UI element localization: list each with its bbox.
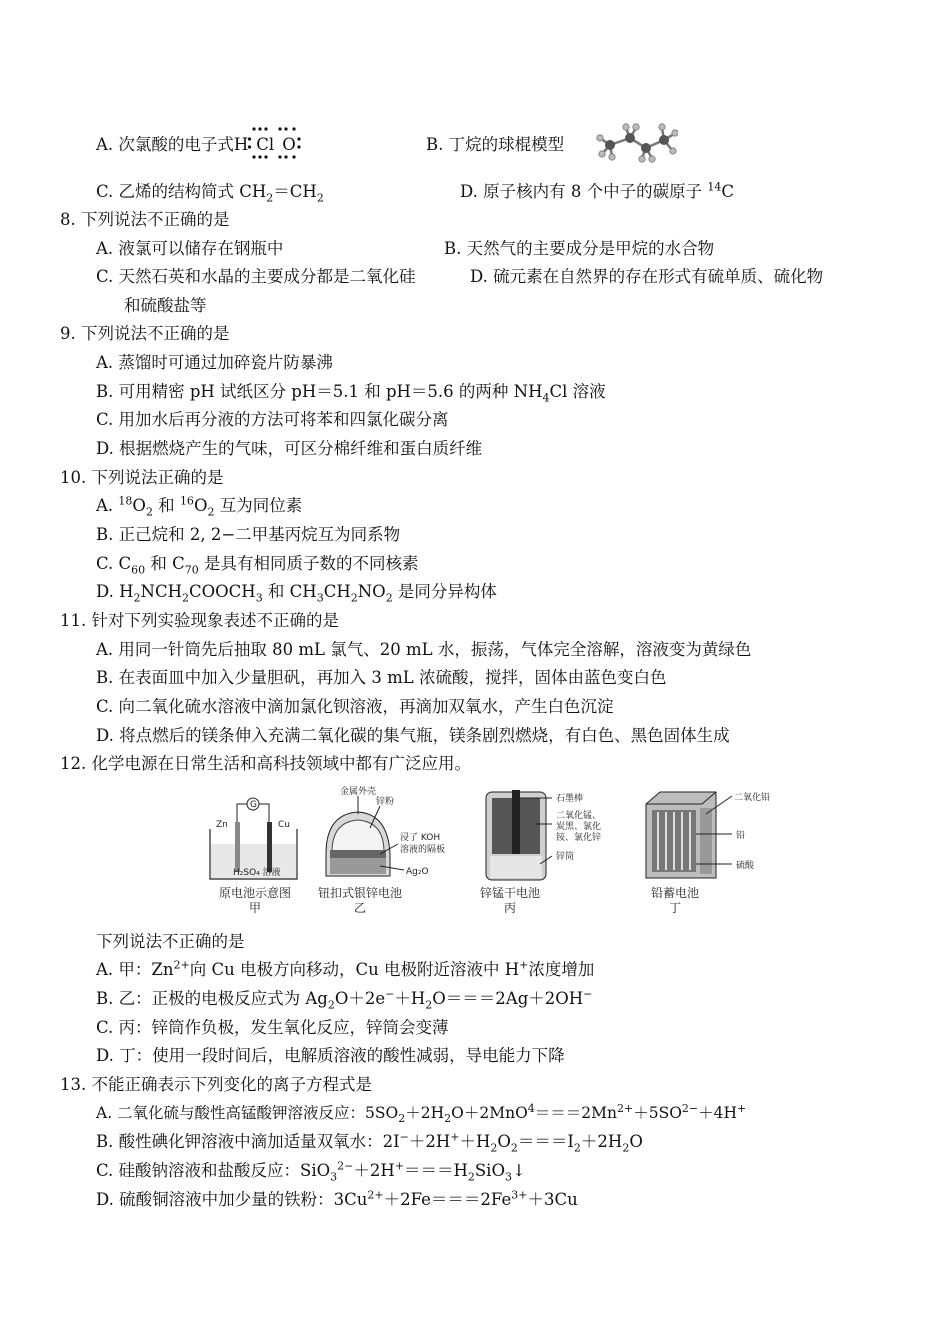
q12-b-t2: ＋H [394, 989, 426, 1008]
q10-d-s2: 2 [181, 591, 189, 605]
q12-option-d: D. 丁：使用一段时间后，电解质溶液的酸性减弱，导电能力下降 [96, 1046, 565, 1065]
q10-option-b: B. 正己烷和 2, 2−二甲基丙烷互为同系物 [96, 525, 401, 544]
carbon-black-label: 炭黑、氯化 [556, 822, 602, 832]
q10-d-t5: NO [357, 582, 386, 601]
zn-label: Zn [216, 820, 228, 830]
lead-label: 铅 [736, 831, 746, 841]
q9-b-sub: 4 [542, 391, 550, 405]
q11-option-d: D. 将点燃后的镁条伸入充满二氧化碳的集气瓶，镁条剧烈燃烧，有白色、黑色固体生成 [96, 726, 730, 745]
q7-option-a [96, 134, 296, 156]
nh4cl-label: 铵、氯化锌 [556, 833, 602, 843]
q13-b-t2: ＋H [459, 1132, 491, 1151]
cu-label: Cu [278, 820, 290, 830]
q12-b-sup1: − [385, 987, 395, 1001]
q13-d-sup1: 2+ [367, 1188, 384, 1202]
q13-b-t5: ＋2H [580, 1132, 623, 1151]
q13-b-sup2: + [450, 1130, 460, 1144]
q10-d-t2: COOCH [188, 582, 256, 601]
q13-b-t1: ＋2H [408, 1132, 451, 1151]
q11-option-a: A. 用同一针筒先后抽取 80 mL 氯气、20 mL 水，振荡，气体完全溶解，溶液变为黄绿色 [96, 640, 752, 659]
fig-ding-caption [635, 886, 715, 916]
q12-a-sup2: + [519, 958, 529, 972]
q9-option-d: D. 根据燃烧产生的气味，可区分棉纤维和蛋白质纤维 [96, 439, 483, 458]
q13-d-pre: D. 硫酸铜溶液中加少量的铁粉：3Cu [96, 1190, 368, 1209]
q10-d-t1: NCH [140, 582, 182, 601]
q11-stem: 11. 针对下列实验现象表述不正确的是 [60, 611, 339, 630]
q13-option-b [96, 1131, 643, 1153]
q10-option-c [96, 553, 419, 575]
q10-d-s5: 2 [350, 591, 358, 605]
q10-a-t2: 和 [152, 496, 180, 515]
q13-c-t4: ↓ [511, 1161, 526, 1180]
koh-label: 浸了 KOH [400, 833, 441, 843]
q11-option-c: C. 向二氧化硫水溶液中滴加氯化钡溶液，再滴加双氧水，产生白色沉淀 [96, 697, 614, 716]
q12-stem: 12. 化学电源在日常生活和高科技领域中都有广泛应用。 [60, 754, 471, 773]
q7-c-sub-1: 2 [266, 191, 274, 205]
q13-a-sup4: + [737, 1101, 747, 1115]
zinc-powder-label: 锌粉 [376, 797, 395, 807]
q12-option-c: C. 丙：锌筒作负极，发生氧化反应，锌筒会变薄 [96, 1018, 449, 1037]
q7-d-post: C [721, 182, 734, 201]
q12-b-t3: O＝＝＝2Ag＋2OH [432, 989, 584, 1008]
q13-c-pre: C. 硅酸钠溶液和盐酸反应：SiO [96, 1161, 331, 1180]
q8-option-c: C. 天然石英和水晶的主要成分都是二氧化硅 [96, 267, 416, 286]
fig-ding-caption-text: 铅蓄电池 [650, 886, 699, 900]
zinc-manganese-cell-diagram [480, 784, 635, 889]
q12-option-a [96, 959, 594, 981]
q13-a-sup3: 2− [681, 1101, 699, 1115]
q11-option-b: B. 在表面皿中加入少量胆矾，再加入 3 mL 浓硫酸，搅拌，固体由蓝色变白色 [96, 668, 667, 687]
fig-bing-caption [465, 886, 555, 916]
q13-b-t6: O [629, 1132, 643, 1151]
metal-shell-label: 金属外壳 [340, 787, 377, 797]
q12-a-sup: 2+ [173, 958, 190, 972]
q9-option-b [96, 381, 606, 403]
q10-a-sub1: 2 [145, 505, 153, 519]
q10-d-s1: 2 [133, 591, 141, 605]
q13-option-a [96, 1102, 746, 1124]
q12-b-s2: 2 [425, 998, 433, 1012]
q10-d-t4: CH [323, 582, 351, 601]
q13-c-sup2: + [394, 1159, 404, 1173]
mno2-label: 二氧化锰、 [556, 811, 602, 821]
hclo-electron-formula [234, 134, 296, 156]
q13-a-pre: A. 二氧化硫与酸性高锰酸钾溶液反应：5SO [96, 1104, 399, 1122]
q10-c-sub2: 70 [184, 563, 199, 577]
q9-option-a: A. 蒸馏时可通过加碎瓷片防暴沸 [96, 353, 333, 372]
fig-yi-caption [310, 886, 410, 916]
q13-stem: 13. 不能正确表示下列变化的离子方程式是 [60, 1075, 372, 1094]
q13-c-t2: ＝＝＝H [403, 1161, 468, 1180]
fig-jia-label: 甲 [248, 901, 261, 915]
q9-b-post: Cl 溶液 [549, 382, 606, 401]
sulfuric-acid-label: 硫酸 [736, 861, 755, 871]
fig-yi-caption-text: 钮扣式银锌电池 [317, 886, 402, 900]
q13-c-s3: 3 [504, 1170, 512, 1184]
galvanometer-label: G [250, 800, 257, 810]
q13-b-s4: 2 [622, 1141, 630, 1155]
fig-jia-caption-text: 原电池示意图 [218, 886, 291, 900]
q12-a-mid: 向 Cu 电极方向移动，Cu 电极附近溶液中 H [189, 960, 520, 979]
separator-label: 溶液的隔板 [400, 845, 446, 855]
q13-a-sup1: 4 [527, 1101, 535, 1115]
q13-a-s2: 2 [444, 1112, 452, 1126]
q13-a-t5: ＋4H [698, 1104, 738, 1122]
q7-option-d [460, 181, 734, 203]
q7-option-a-text: A. 次氯酸的电子式 [96, 135, 234, 154]
q8-stem: 8. 下列说法不正确的是 [60, 210, 230, 229]
electron-dots-icon [248, 127, 304, 163]
lead-acid-battery-diagram [640, 784, 770, 889]
q10-d-s3: 3 [255, 591, 263, 605]
q7-d-sup: 14 [707, 180, 722, 194]
q12-b-pre: B. 乙：正极的电极反应式为 Ag [96, 989, 328, 1008]
battery-figures [200, 784, 770, 924]
q8-option-b: B. 天然气的主要成分是甲烷的水合物 [444, 239, 715, 258]
q13-b-sup1: − [399, 1130, 409, 1144]
q13-b-t4: ＝＝＝I [517, 1132, 574, 1151]
q13-option-c [96, 1160, 526, 1182]
q7-option-b [426, 134, 564, 156]
q10-d-t3: 和 CH [262, 582, 317, 601]
q13-a-sup2: 2+ [617, 1101, 634, 1115]
q12-b-mid: O＋2e [334, 989, 386, 1008]
q10-option-d [96, 581, 497, 603]
q13-c-s2: 2 [467, 1170, 475, 1184]
q12-sub-stem: 下列说法不正确的是 [96, 932, 245, 951]
q8-option-d-cont: 和硫酸盐等 [124, 296, 207, 315]
q10-d-s6: 2 [385, 591, 393, 605]
q12-option-b [96, 988, 592, 1010]
q10-c-post: 是具有相同质子数的不同核素 [198, 554, 419, 573]
q10-stem: 10. 下列说法正确的是 [60, 468, 224, 487]
q13-d-t2: ＋3Cu [527, 1190, 578, 1209]
q8-option-a: A. 液氯可以储存在钢瓶中 [96, 239, 284, 258]
q10-option-a [96, 495, 302, 517]
q13-c-t3: SiO [474, 1161, 505, 1180]
hclo-h: H [233, 135, 249, 154]
q10-c-label: C. C [96, 554, 132, 573]
q13-a-s1: 2 [398, 1112, 406, 1126]
q10-a-t3: 互为同位素 [214, 496, 303, 515]
fig-ding-label: 丁 [668, 901, 681, 915]
q13-c-s1: 3 [330, 1170, 338, 1184]
q13-c-t1: ＋2H [353, 1161, 395, 1180]
h2so4-label: H₂SO₄ 溶液 [233, 868, 281, 878]
q10-a-sup1: 18 [118, 494, 133, 508]
q13-a-t1: ＋2H [405, 1104, 445, 1122]
button-cell-diagram [318, 784, 478, 889]
q10-a-label: A. [96, 496, 119, 515]
q13-a-t3: ＝＝＝2Mn [534, 1104, 617, 1122]
q13-d-sup2: 3+ [511, 1188, 528, 1202]
q12-a-pre: A. 甲：Zn [96, 960, 174, 979]
q10-a-sup2: 16 [179, 494, 194, 508]
graphite-rod-label: 石墨棒 [556, 794, 584, 804]
q13-b-t3: O [497, 1132, 511, 1151]
q13-d-t1: ＋2Fe＝＝＝2Fe [383, 1190, 512, 1209]
q13-a-t2: O＋2MnO [451, 1104, 528, 1122]
q10-a-sub2: 2 [207, 505, 215, 519]
q13-b-s3: 2 [573, 1141, 581, 1155]
q8-option-d: D. 硫元素在自然界的存在形式有硫单质、硫化物 [470, 267, 824, 286]
q13-c-sup1: 2− [337, 1159, 354, 1173]
q7-d-text: D. 原子核内有 8 个中子的碳原子 [460, 182, 708, 201]
fig-jia-caption [205, 886, 305, 916]
q13-b-s2: 2 [510, 1141, 518, 1155]
q12-b-s1: 2 [327, 998, 335, 1012]
q9-stem: 9. 下列说法不正确的是 [60, 324, 230, 343]
q7-c-text-1: C. 乙烯的结构简式 CH [96, 182, 267, 201]
q10-c-mid: 和 C [145, 554, 185, 573]
q7-option-c [96, 181, 324, 203]
hclo-cl: Cl [256, 135, 275, 154]
fig-yi-label: 乙 [353, 901, 366, 915]
q10-d-post: 是同分异构体 [392, 582, 497, 601]
q10-a-t1: O [132, 496, 146, 515]
q13-option-d [96, 1189, 578, 1211]
q10-d-label: D. H [96, 582, 134, 601]
q7-option-b-text: B. 丁烷的球棍模型 [426, 135, 565, 154]
q10-a-t1b: O [193, 496, 208, 515]
butane-ball-stick-icon [588, 120, 678, 165]
q13-a-t4: ＋5SO [633, 1104, 682, 1122]
fig-bing-caption-text: 锌锰干电池 [479, 886, 540, 900]
q10-c-sub1: 60 [131, 563, 146, 577]
ag2o-label: Ag₂O [406, 867, 429, 877]
q7-c-sub-2: 2 [316, 191, 324, 205]
q13-b-pre: B. 酸性碘化钾溶液中滴加适量双氧水：2I [96, 1132, 400, 1151]
q12-b-sup2: − [583, 987, 593, 1001]
q7-c-text-2: ＝CH [273, 182, 317, 201]
q9-option-c: C. 用加水后再分液的方法可将苯和四氯化碳分离 [96, 410, 449, 429]
q12-a-post: 浓度增加 [528, 960, 595, 979]
fig-bing-label: 丙 [503, 901, 516, 915]
hclo-o: O [282, 135, 296, 154]
q13-b-s1: 2 [490, 1141, 498, 1155]
q9-b-text: B. 可用精密 pH 试纸区分 pH＝5.1 和 pH＝5.6 的两种 NH [96, 382, 543, 401]
q10-d-s4: 3 [316, 591, 324, 605]
pbo2-label: 二氧化铅 [734, 793, 770, 803]
zinc-can-label: 锌筒 [556, 852, 575, 862]
galvanic-cell-diagram [205, 784, 305, 889]
